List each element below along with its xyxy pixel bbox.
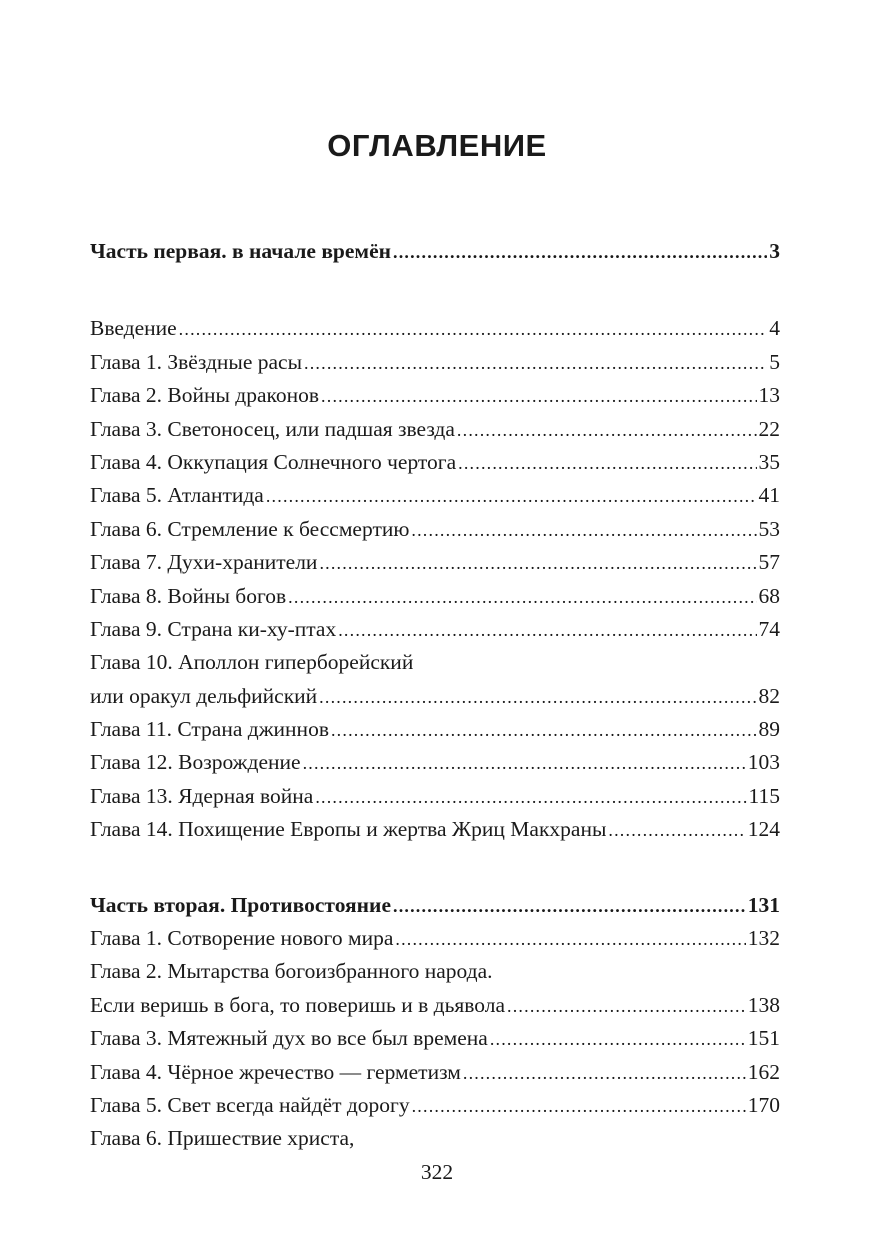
toc-entry <box>90 312 780 345</box>
table-of-contents <box>90 235 780 1156</box>
entry-title: Глава 12. Возрождение <box>90 750 301 775</box>
entry-page: 74 <box>758 616 780 641</box>
dot-leader <box>331 714 757 747</box>
dot-leader <box>179 313 768 346</box>
part-page: 3 <box>769 239 780 263</box>
entry-title: Глава 1. Звёздные расы <box>90 349 303 374</box>
toc-entry-continued <box>90 955 780 988</box>
dot-leader <box>315 781 746 814</box>
toc-entry-continued <box>90 646 780 679</box>
entry-page: 82 <box>758 683 780 708</box>
dot-leader <box>303 747 746 780</box>
part-two-heading <box>90 889 780 922</box>
toc-entry <box>90 746 780 779</box>
entry-title: или оракул дельфийский <box>90 683 318 708</box>
toc-entry <box>90 513 780 546</box>
dot-leader <box>321 380 756 413</box>
toc-entry <box>90 413 780 446</box>
entry-title: Глава 1. Сотворение нового мира <box>90 926 394 951</box>
dot-leader <box>393 236 767 269</box>
entry-page: 115 <box>748 783 780 808</box>
entry-page: 132 <box>747 926 780 951</box>
part-title: Часть первая. в начале времён <box>90 239 391 263</box>
toc-entry <box>90 922 780 955</box>
toc-entry <box>90 446 780 479</box>
dot-leader <box>608 814 745 847</box>
entry-page: 151 <box>747 1026 780 1051</box>
toc-entry <box>90 379 780 412</box>
dot-leader <box>457 414 757 447</box>
part-two-entries <box>90 922 780 1156</box>
dot-leader <box>304 347 767 380</box>
dot-leader <box>463 1057 746 1090</box>
entry-page: 57 <box>758 550 780 575</box>
entry-page: 89 <box>758 717 780 742</box>
spacer <box>90 847 780 889</box>
dot-leader <box>319 681 756 714</box>
part-page: 131 <box>747 892 780 917</box>
entry-title: Глава 2. Войны драконов <box>90 383 320 408</box>
entry-page: 53 <box>758 516 780 541</box>
entry-title: Глава 4. Оккупация Солнечного чертога <box>90 449 457 474</box>
dot-leader <box>395 923 745 956</box>
dot-leader <box>266 480 757 513</box>
entry-title: Глава 3. Светоносец, или падшая звезда <box>90 416 455 441</box>
entry-title: Глава 2. Мытарства богоизбранного народа. <box>90 959 493 984</box>
dot-leader <box>458 447 756 480</box>
toc-entry <box>90 479 780 512</box>
toc-entry <box>90 346 780 379</box>
entry-title: Глава 13. Ядерная война <box>90 783 314 808</box>
dot-leader <box>507 990 746 1023</box>
spacer <box>90 268 780 312</box>
entry-title: Глава 5. Атлантида <box>90 483 264 508</box>
toc-entry <box>90 680 780 713</box>
dot-leader <box>412 1090 746 1123</box>
entry-page: 22 <box>758 416 780 441</box>
toc-entry <box>90 780 780 813</box>
toc-entry <box>90 1089 780 1122</box>
entry-page: 41 <box>758 483 780 508</box>
toc-entry <box>90 580 780 613</box>
dot-leader <box>490 1023 746 1056</box>
entry-page: 103 <box>747 750 780 775</box>
toc-entry <box>90 989 780 1022</box>
toc-entry-continued <box>90 1122 780 1155</box>
entry-page: 162 <box>747 1059 780 1084</box>
entry-title: Глава 10. Аполлон гиперборейский <box>90 650 414 675</box>
toc-entry <box>90 713 780 746</box>
dot-leader <box>393 890 746 923</box>
dot-leader <box>288 581 756 614</box>
entry-page: 4 <box>769 316 780 341</box>
part-one-heading <box>90 235 780 268</box>
toc-entry <box>90 546 780 579</box>
entry-title: Глава 3. Мятежный дух во все был времена <box>90 1026 488 1051</box>
entry-title: Глава 4. Чёрное жречество — герметизм <box>90 1059 461 1084</box>
page-title: ОГЛАВЛЕНИЕ <box>327 128 547 163</box>
entry-title: Глава 11. Страна джиннов <box>90 717 329 742</box>
dot-leader <box>319 547 756 580</box>
entry-page: 5 <box>769 349 780 374</box>
entry-page: 170 <box>747 1092 780 1117</box>
entry-title: Глава 9. Страна ки-ху-птах <box>90 616 337 641</box>
entry-page: 138 <box>747 992 780 1017</box>
entry-title: Глава 8. Войны богов <box>90 583 287 608</box>
toc-entry <box>90 1022 780 1055</box>
entry-page: 35 <box>758 449 780 474</box>
entry-title: Глава 7. Духи-хранители <box>90 550 318 575</box>
entry-title: Глава 6. Стремление к бессмертию <box>90 516 410 541</box>
entry-title: Если веришь в бога, то поверишь и в дьявола <box>90 992 506 1017</box>
entry-title: Глава 6. Пришествие христа, <box>90 1126 355 1151</box>
entry-title: Глава 14. Похищение Европы и жертва Жриц Макхраны <box>90 817 607 842</box>
dot-leader <box>411 514 756 547</box>
entry-page: 68 <box>758 583 780 608</box>
toc-entry <box>90 1056 780 1089</box>
entry-title: Глава 5. Свет всегда найдёт дорогу <box>90 1092 410 1117</box>
part-title: Часть вторая. Противостояние <box>90 892 391 917</box>
page-number: 322 <box>420 1160 454 1184</box>
entry-page: 13 <box>758 383 780 408</box>
dot-leader <box>338 614 756 647</box>
entry-page: 124 <box>747 817 780 842</box>
toc-entry <box>90 813 780 846</box>
toc-entry <box>90 613 780 646</box>
part-one-entries <box>90 312 780 846</box>
entry-title: Введение <box>90 316 177 341</box>
